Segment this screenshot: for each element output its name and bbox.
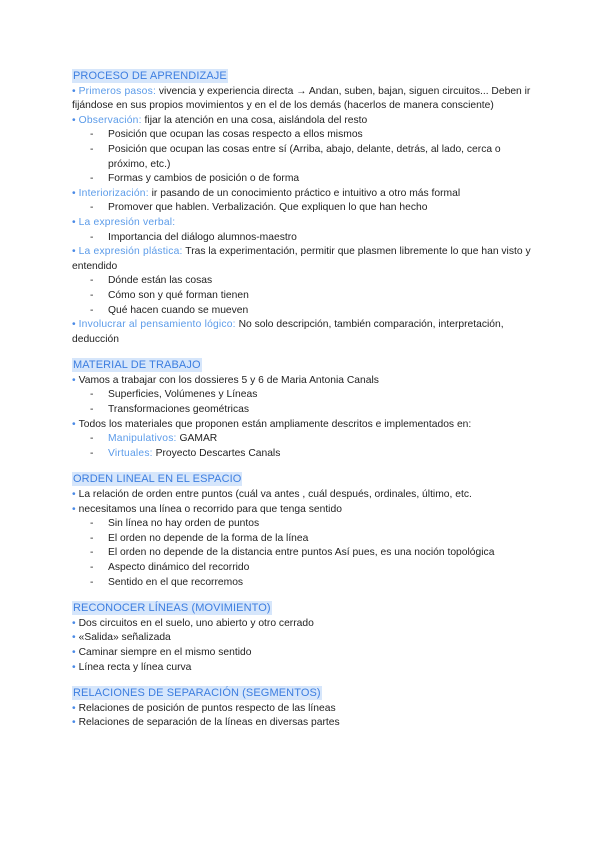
bullet-dot: • bbox=[72, 489, 76, 501]
bullet-text: Vamos a trabajar con los dossieres 5 y 6 de Maria Antonia Canals bbox=[78, 374, 379, 386]
sub-text: El orden no depende de la forma de la línea bbox=[108, 532, 309, 544]
bullet-label: Observación: bbox=[78, 114, 142, 126]
bullet-text: fijar la atención en una cosa, aislándola del resto bbox=[141, 114, 368, 126]
sub-item bbox=[72, 576, 532, 591]
bullet-dot: • bbox=[72, 503, 76, 515]
bullet-label: La expresión verbal: bbox=[78, 216, 176, 228]
sub-dash: - bbox=[90, 404, 94, 416]
sub-item bbox=[72, 274, 532, 289]
bullet-item bbox=[72, 114, 532, 129]
bullet-dot: • bbox=[72, 187, 76, 199]
sub-item bbox=[72, 289, 532, 304]
sub-dash: - bbox=[90, 389, 94, 401]
sub-dash: - bbox=[90, 304, 94, 316]
sub-item bbox=[72, 128, 532, 143]
section bbox=[72, 472, 532, 590]
sub-item bbox=[72, 546, 532, 561]
sub-dash: - bbox=[90, 562, 94, 573]
document-body bbox=[72, 69, 532, 742]
bullet-text: No solo descripción, también comparación, interpretación, deducción bbox=[72, 319, 504, 345]
section bbox=[72, 686, 532, 731]
sub-dash: - bbox=[90, 532, 94, 544]
bullet-item bbox=[72, 418, 532, 433]
sub-text: Dónde están las cosas bbox=[108, 275, 213, 287]
sub-text: Aspecto dinámico del recorrido bbox=[108, 562, 250, 573]
sub-dash: - bbox=[90, 129, 94, 141]
bullet-text: ir pasando de un conocimiento práctico e intuitivo a otro más formal bbox=[148, 187, 461, 199]
sub-dash: - bbox=[90, 447, 94, 459]
sub-text: GAMAR bbox=[176, 433, 218, 445]
sub-item bbox=[72, 517, 532, 532]
bullet-dot: • bbox=[72, 246, 76, 258]
sub-item bbox=[72, 231, 532, 246]
sub-text: Sentido en el que recorremos bbox=[108, 576, 244, 588]
sub-text: Posición que ocupan las cosas respecto a ellos mismos bbox=[108, 129, 363, 141]
sub-item bbox=[72, 532, 532, 547]
bullet-item bbox=[72, 702, 532, 717]
section-heading: MATERIAL DE TRABAJO bbox=[73, 359, 201, 372]
section bbox=[72, 601, 532, 675]
sub-text: Transformaciones geométricas bbox=[108, 404, 249, 416]
sub-text: Posición que ocupan las cosas entre sí (Arriba, abajo, delante, detrás, al lado, cerca o próximo, etc.) bbox=[108, 143, 501, 170]
bullet-dot: • bbox=[72, 114, 76, 126]
section bbox=[72, 69, 532, 347]
sub-item bbox=[72, 201, 532, 216]
bullet-dot: • bbox=[72, 617, 76, 629]
section-heading: PROCESO DE APRENDIZAJE bbox=[73, 70, 227, 82]
bullet-item bbox=[72, 216, 532, 231]
section-heading-row bbox=[72, 69, 532, 85]
sub-item bbox=[72, 304, 532, 319]
section-heading: RECONOCER LÍNEAS (MOVIMIENTO) bbox=[73, 602, 271, 615]
sub-text: Proyecto Descartes Canals bbox=[152, 447, 281, 459]
sub-text: Cómo son y qué forman tienen bbox=[108, 289, 249, 301]
sub-dash: - bbox=[90, 547, 94, 559]
sub-dash: - bbox=[90, 518, 94, 530]
bullet-text: «Salida» señalizada bbox=[78, 632, 171, 644]
bullet-label: Involucrar al pensamiento lógico: bbox=[78, 319, 236, 331]
bullet-text: Tras la experimentación, permitir que plasmen libremente lo que han visto y entendido bbox=[72, 246, 531, 272]
bullet-dot: • bbox=[72, 632, 76, 644]
section-heading: ORDEN LINEAL EN EL ESPACIO bbox=[73, 473, 242, 486]
sub-dash: - bbox=[90, 275, 94, 287]
bullet-item bbox=[72, 503, 532, 518]
sub-item bbox=[72, 561, 532, 576]
bullet-dot: • bbox=[72, 661, 76, 673]
sub-text: Promover que hablen. Verbalización. Que expliquen lo que han hecho bbox=[108, 202, 428, 214]
bullet-dot: • bbox=[72, 85, 76, 97]
sub-item bbox=[72, 432, 532, 447]
sub-dash: - bbox=[90, 289, 94, 301]
bullet-dot: • bbox=[72, 702, 76, 714]
bullet-dot: • bbox=[72, 646, 76, 658]
sub-dash: - bbox=[90, 202, 94, 214]
sub-item bbox=[72, 388, 532, 403]
section-heading-row bbox=[72, 601, 532, 617]
sub-text: Importancia del diálogo alumnos-maestro bbox=[108, 231, 297, 243]
bullet-text: Todos los materiales que proponen están ampliamente descritos e implementados en: bbox=[78, 418, 472, 430]
bullet-label: Interiorización: bbox=[78, 187, 149, 199]
section-heading-row bbox=[72, 358, 532, 374]
sub-label: Manipulativos: bbox=[108, 433, 177, 445]
bullet-dot: • bbox=[72, 374, 76, 386]
bullet-label: Primeros pasos: bbox=[78, 85, 157, 97]
bullet-item bbox=[72, 646, 532, 661]
sub-dash: - bbox=[90, 143, 94, 155]
section-heading-row bbox=[72, 472, 532, 488]
bullet-item bbox=[72, 617, 532, 632]
bullet-text: Relaciones de separación de la líneas en diversas partes bbox=[78, 717, 340, 729]
bullet-text: Línea recta y línea curva bbox=[78, 661, 192, 673]
section-heading: RELACIONES DE SEPARACIÓN (SEGMENTOS) bbox=[73, 687, 321, 700]
sub-dash: - bbox=[90, 173, 94, 185]
bullet-label: La expresión plástica: bbox=[78, 246, 183, 258]
bullet-item bbox=[72, 187, 532, 202]
bullet-text: Relaciones de posición de puntos respecto de las líneas bbox=[78, 702, 336, 714]
bullet-item bbox=[72, 661, 532, 676]
bullet-item bbox=[72, 488, 532, 503]
sub-label: Virtuales: bbox=[108, 447, 153, 459]
section bbox=[72, 358, 532, 461]
bullet-dot: • bbox=[72, 216, 76, 228]
bullet-text: La relación de orden entre puntos (cuál va antes , cuál después, ordinales, último, etc. bbox=[78, 489, 472, 501]
sub-dash: - bbox=[90, 576, 94, 588]
bullet-item bbox=[72, 85, 532, 114]
bullet-text: vivencia y experiencia directa → Andan, suben, bajan, siguen circuitos... Deben ir fijándose en sus propios movimientos y en el de los demás (hacerlos de manera consciente) bbox=[72, 85, 531, 112]
sub-dash: - bbox=[90, 231, 94, 243]
sub-text: Qué hacen cuando se mueven bbox=[108, 304, 249, 316]
sub-item bbox=[72, 172, 532, 187]
bullet-text: necesitamos una línea o recorrido para que tenga sentido bbox=[78, 503, 342, 515]
bullet-text: Dos circuitos en el suelo, uno abierto y otro cerrado bbox=[78, 617, 314, 629]
sub-dash: - bbox=[90, 433, 94, 445]
bullet-item bbox=[72, 245, 532, 274]
bullet-item bbox=[72, 716, 532, 731]
bullet-item bbox=[72, 631, 532, 646]
section-heading-row bbox=[72, 686, 532, 702]
sub-text: Superficies, Volúmenes y Líneas bbox=[108, 389, 258, 401]
sub-text: El orden no depende de la distancia entre puntos Así pues, es una noción topológica bbox=[108, 547, 495, 559]
sub-item bbox=[72, 403, 532, 418]
bullet-dot: • bbox=[72, 717, 76, 729]
bullet-item bbox=[72, 318, 532, 347]
bullet-dot: • bbox=[72, 418, 76, 430]
sub-text: Formas y cambios de posición o de forma bbox=[108, 173, 300, 185]
bullet-dot: • bbox=[72, 319, 76, 331]
sub-item bbox=[72, 143, 532, 172]
bullet-item bbox=[72, 374, 532, 389]
bullet-text: Caminar siempre en el mismo sentido bbox=[78, 646, 252, 658]
sub-item bbox=[72, 447, 532, 462]
sub-text: Sin línea no hay orden de puntos bbox=[108, 518, 260, 530]
